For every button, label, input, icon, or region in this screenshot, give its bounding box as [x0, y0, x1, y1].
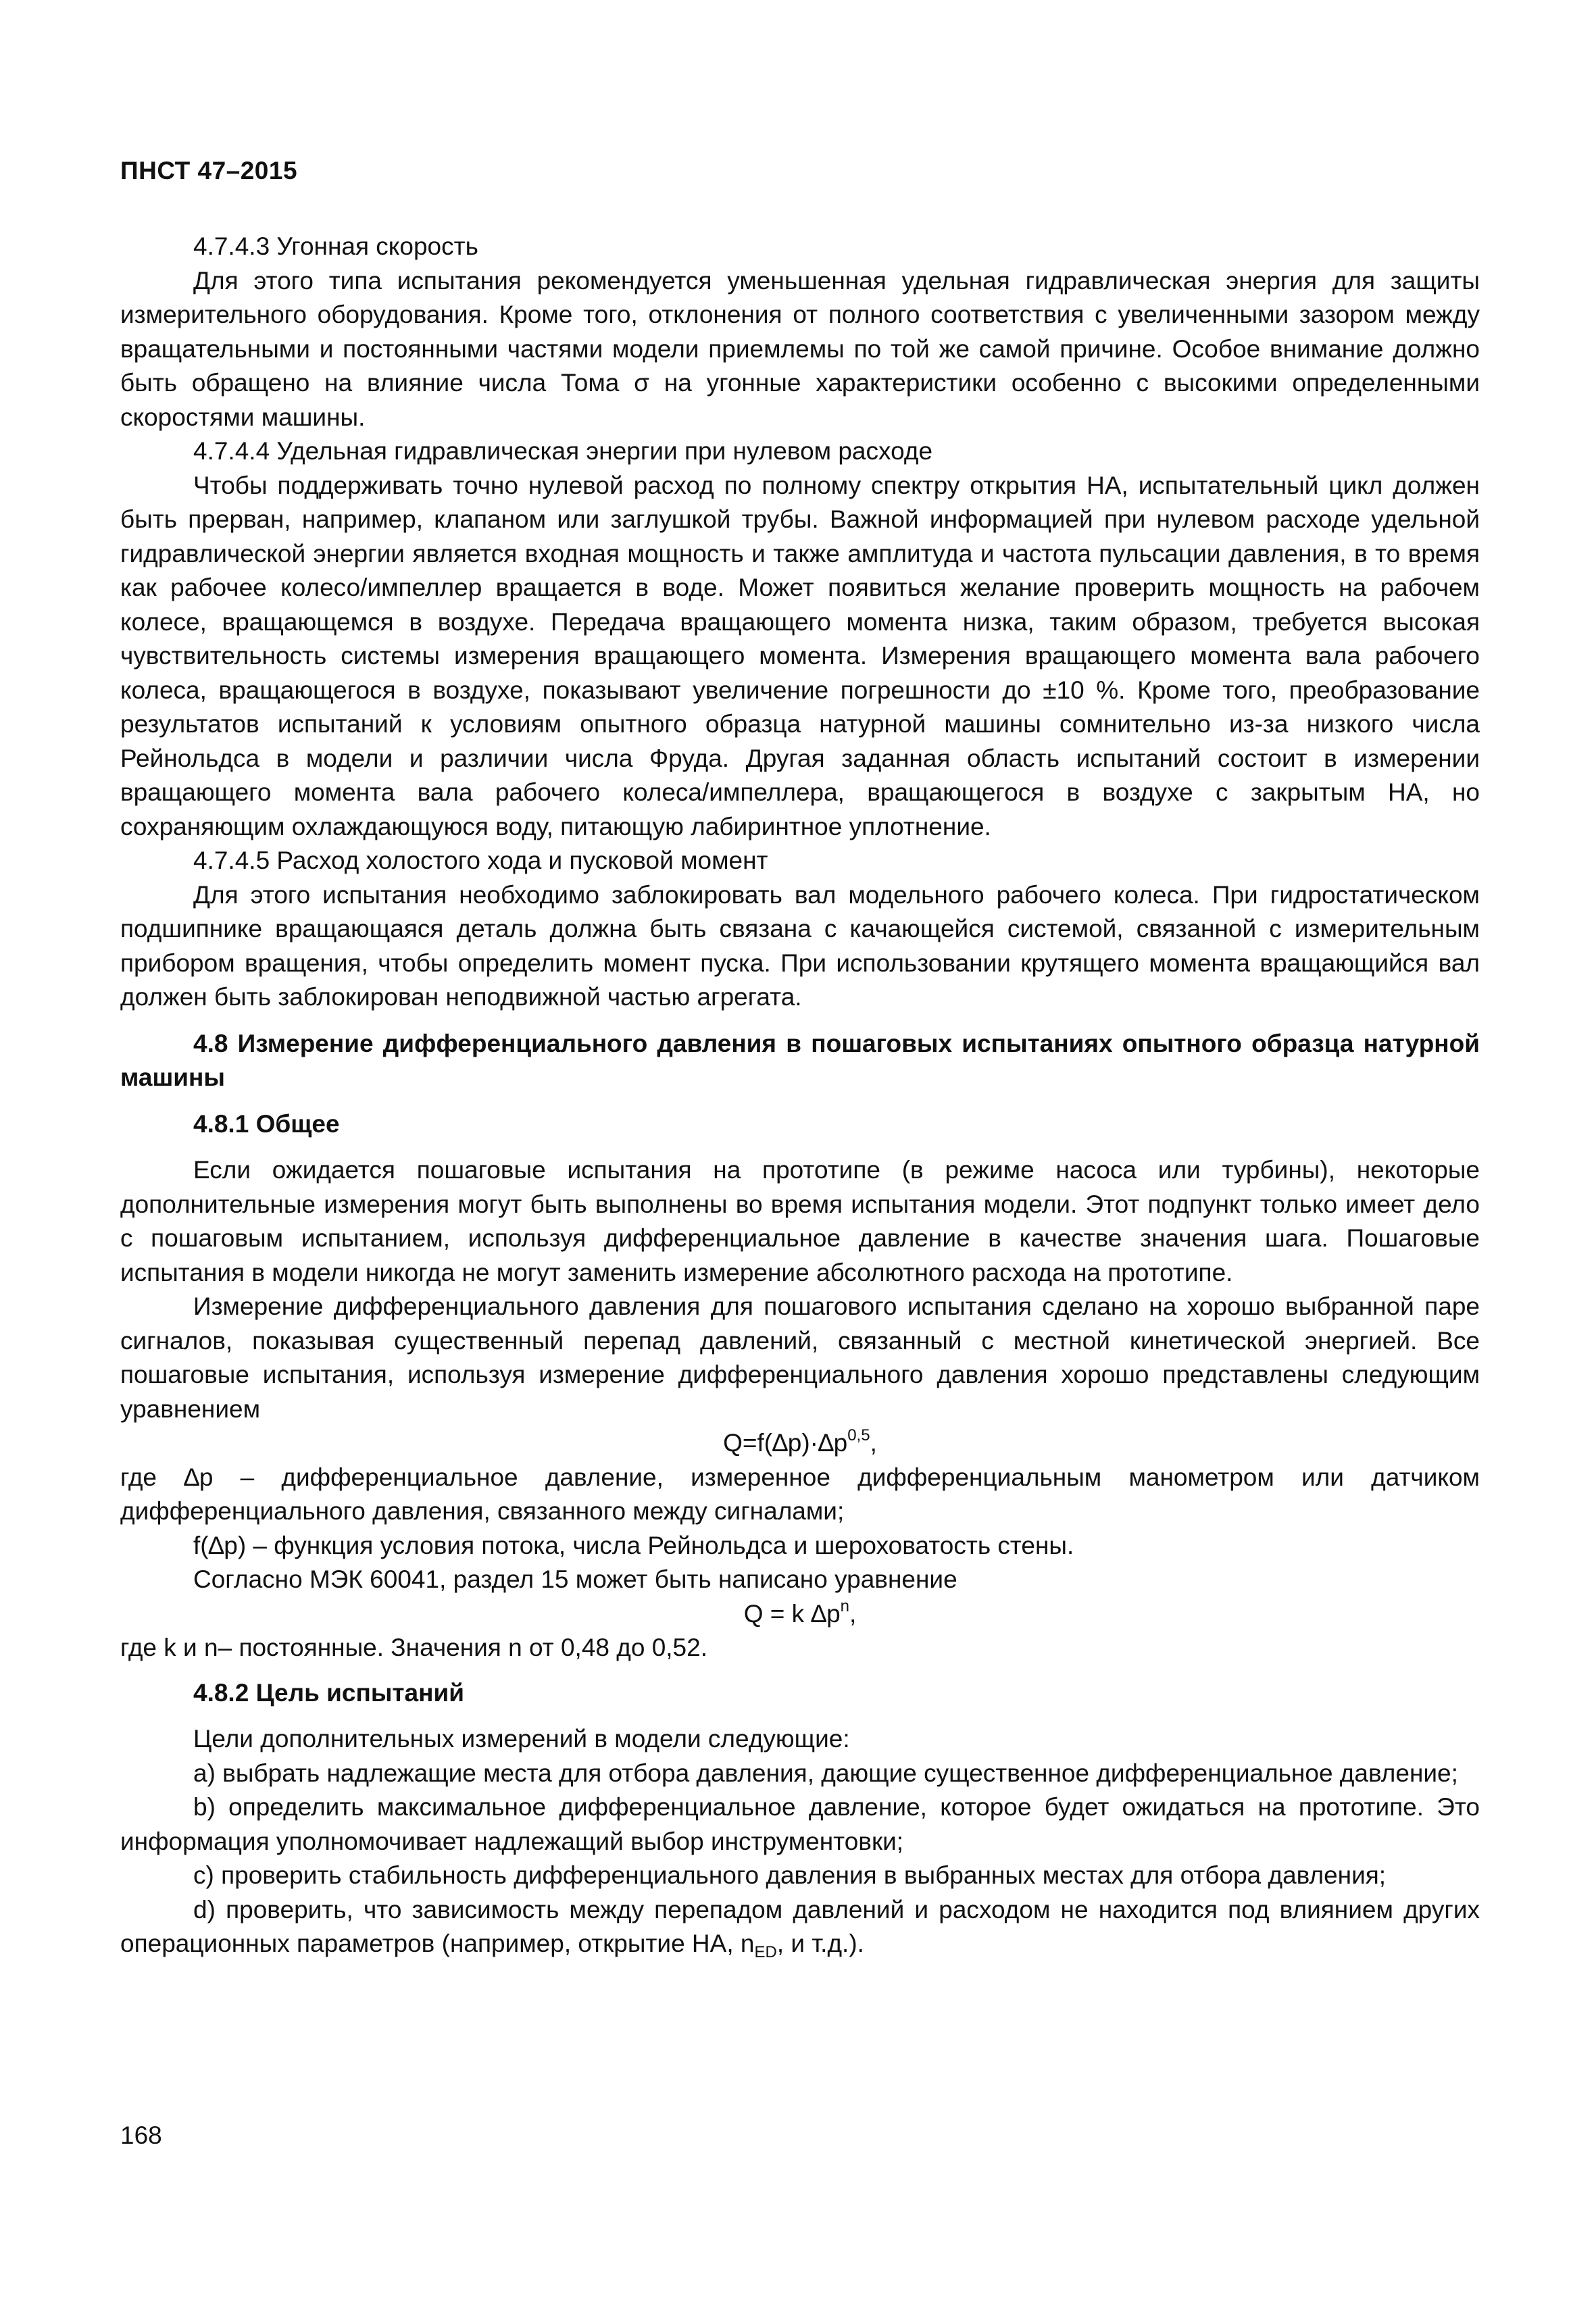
- list-item-c: с) проверить стабильность дифференциального давления в выбранных местах для отбора давления;: [193, 1861, 1387, 1889]
- list-item-a: а) выбрать надлежащие места для отбора давления, дающие существенное дифференциальное давление;: [193, 1759, 1458, 1787]
- section-4-7-4-4-body: Чтобы поддерживать точно нулевой расход по полному спектру открытия НА, испытательный цикл должен быть прерван, например, клапаном или заглушкой трубы. Важной информацией при нулевом расходе удельной гидравлической энергии является входная мощность и также амплитуда и частота пульсации давления, в то время как рабочее колесо/импеллер вращается в воде. Может появиться желание проверить мощность на рабочем колесе, вращающемся в воздухе. Передача вращающего момента низка, таким образом, требуется высокая чувствительность системы измерения вращающего момента. Измерения вращающего момента вала рабочего колеса, вращающегося в воздухе, показывают увеличение погрешности до ±10 %. Кроме того, преобразование результатов испытаний к условиям опытного образца натурной машины сомнительно из-за низкого числа Рейнольдса в модели и различии числа Фруда. Другая заданная область испытаний состоит в измерении вращающего момента вала рабочего колеса/импеллера, вращающегося в воздухе с закрытым НА, но сохраняющим охлаждающуюся воду, питающую лабиринтное уплотнение.: [120, 471, 1480, 840]
- document-body: [120, 230, 1480, 1961]
- formula-1-main: Q=f(∆p)·∆p: [723, 1429, 848, 1457]
- section-4-7-4-3-title: 4.7.4.3 Угонная скорость: [193, 232, 478, 260]
- iec-reference: Согласно МЭК 60041, раздел 15 может быть написано уравнение: [193, 1565, 957, 1593]
- section-4-7-4-5-body: Для этого испытания необходимо заблокировать вал модельного рабочего колеса. При гидростатическом подшипнике вращающаяся деталь должна быть связана с качающейся системой, связанной с измерительным прибором вращения, чтобы определить момент пуска. При использовании крутящего момента вращающийся вал должен быть заблокирован неподвижной частью агрегата.: [120, 880, 1480, 1011]
- section-4-8-1-para1: Если ожидается пошаговые испытания на прототипе (в режиме насоса или турбины), некоторые дополнительные измерения могут быть выполнены во время испытания модели. Этот подпункт только имеет дело с пошаговым испытанием, используя дифференциальное давление в качестве значения шага. Пошаговые испытания в модели никогда не могут заменить измерение абсолютного расхода на прототипе.: [120, 1156, 1480, 1286]
- list-item-d-subscript: ED: [754, 1943, 777, 1961]
- section-4-8-2-heading: 4.8.2 Цель испытаний: [193, 1678, 464, 1707]
- list-item-d-main: d) проверить, что зависимость между перепадом давлений и расходом не находится под влиянием других операционных параметров (например, открытие НА, n: [120, 1895, 1480, 1957]
- formula-2: [120, 1597, 1480, 1632]
- list-item-b: b) определить максимальное дифференциальное давление, которое будет ожидаться на прототипе. Это информация уполномочивает надлежащий выбор инструментовки;: [120, 1793, 1480, 1855]
- section-4-7-4-4-title: 4.7.4.4 Удельная гидравлическая энергии при нулевом расходе: [193, 437, 933, 465]
- formula-2-tail: ,: [849, 1599, 857, 1628]
- formula-1-tail: ,: [870, 1429, 877, 1457]
- section-4-8-1-para2: Измерение дифференциального давления для пошагового испытания сделано на хорошо выбранной паре сигналов, показывая существенный перепад давлений, связанный с местной кинетической энергией. Все пошаговые испытания, используя измерение дифференциального давления хорошо представлены следующим уравнением: [120, 1292, 1480, 1423]
- list-item-d: [120, 1893, 1480, 1961]
- formula-1-where-dp: где ∆p – дифференциальное давление, измеренное дифференциальным манометром или датчиком дифференциального давления, связанного между сигналами;: [120, 1463, 1480, 1525]
- formula-2-main: Q = k ∆p: [743, 1599, 841, 1628]
- list-item-d-tail: , и т.д.).: [776, 1930, 864, 1957]
- page-number: 168: [120, 2121, 162, 2149]
- formula-1: [120, 1426, 1480, 1461]
- formula-2-exponent: n: [840, 1596, 850, 1615]
- formula-1-exponent: 0,5: [847, 1426, 870, 1444]
- formula-1-where-f: f(∆p) – функция условия потока, числа Рейнольдса и шероховатость стены.: [193, 1531, 1074, 1559]
- section-4-7-4-5-title: 4.7.4.5 Расход холостого хода и пусковой момент: [193, 847, 768, 874]
- document-id-header: ПНСТ 47–2015: [120, 157, 298, 184]
- section-4-8-heading: 4.8 Измерение дифференциального давления в пошаговых испытаниях опытного образца натурной машины: [120, 1029, 1480, 1091]
- section-4-7-4-3-body: Для этого типа испытания рекомендуется уменьшенная удельная гидравлическая энергия для защиты измерительного оборудования. Кроме того, отклонения от полного соответствия с увеличенными зазором между вращательными и постоянными частями модели приемлемы по той же самой причине. Особое внимание должно быть обращено на влияние числа Тома σ на угонные характеристики особенно с высокими определенными скоростями машины.: [120, 266, 1480, 431]
- formula-2-where: где k и n– постоянные. Значения n от 0,48 до 0,52.: [120, 1634, 707, 1661]
- section-4-8-2-intro: Цели дополнительных измерений в модели следующие:: [193, 1725, 850, 1753]
- section-4-8-1-heading: 4.8.1 Общее: [193, 1109, 340, 1138]
